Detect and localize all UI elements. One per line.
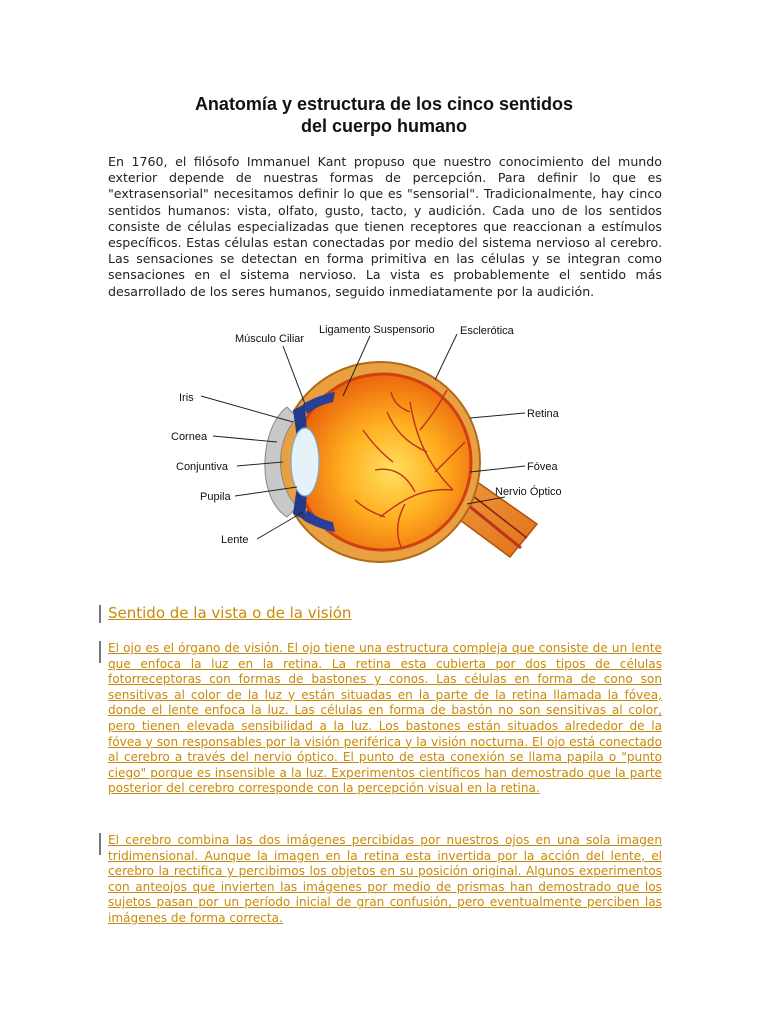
title-line-1: Anatomía y estructura de los cinco sentidos	[194, 94, 574, 114]
vision-paragraph-1[interactable]: El ojo es el órgano de visión. El ojo tiene una estructura compleja que consiste de un lente que enfoca la luz en la retina. La retina esta cubierta por dos tipos de células fotorreceptoras con formas de bastones y conos. Las células en forma de cono son sensitivas al color de la luz y están situadas en la parte de la retina llamada la fóvea, donde el lente enfoca la luz. Las células en forma de bastón no son sensitivas al color, pero tienen elevada sensibilidad a la luz. Los bastones están situados alrededor de la fóvea y son responsables por la visión periférica y la visión nocturna. El ojo está conectado al cerebro a través del nervio óptico. El punto de esta conexión se llama papila o "punto ciego" porque es insensible a la luz. Experimentos científicos han demostrado que la parte posterior del cerebro corresponde con la percepción visual en la retina.	[108, 641, 662, 796]
title-line-2: del cuerpo humano	[300, 116, 468, 136]
label-retina: Retina	[527, 408, 559, 420]
paragraph1-marker	[99, 641, 101, 663]
label-cornea: Cornea	[171, 431, 208, 443]
heading-marker	[99, 605, 101, 623]
label-pupila: Pupila	[200, 491, 231, 503]
label-ligamento: Ligamento Suspensorio	[319, 324, 435, 336]
lens-shape	[291, 428, 319, 496]
label-esclerotica: Esclerótica	[460, 325, 514, 337]
label-fovea: Fóvea	[527, 461, 558, 473]
intro-paragraph: En 1760, el filósofo Immanuel Kant propuso que nuestro conocimiento del mundo exterior depende de nuestras formas de percepción. Para definir lo que es "extrasensorial" necesitamos definir lo que es "sensorial". Tradicionalmente, hay cinco sentidos humanos: vista, olfato, gusto, tacto, y audición. Cada uno de los sentidos consiste de células especializadas que tienen receptores que reaccionan a estímulos específicos. Estas células estan conectadas por medio del sistema nervioso al cerebro. Las sensaciones se detectan en forma primitiva en las células y se integran como sensaciones en el sistema nervioso. La vista es probablemente el sentido más desarrollado de los seres humanos, seguido inmediatamente por la audición.	[108, 154, 662, 299]
section-heading-link[interactable]: Sentido de la vista o de la visión	[108, 604, 352, 622]
vision-paragraph-2[interactable]: El cerebro combina las dos imágenes percibidas por nuestros ojos en una sola imagen tridimensional. Aunque la imagen en la retina esta invertida por la acción del lente, el cerebro la rectifica y percibimos los objetos en su posición original. Algunos experimentos con anteojos que invierten las imágenes por medio de prismas han demostrado que los sujetos pasan por un período inicial de gran confusión, pero eventualmente perciben las imágenes de forma correcta.	[108, 833, 662, 925]
label-musculo-ciliar: Músculo Ciliar	[235, 333, 305, 345]
label-lente: Lente	[221, 534, 249, 546]
eye-diagram-svg	[165, 312, 585, 584]
page-title	[0, 93, 768, 137]
paragraph2-marker	[99, 833, 101, 855]
eye-anatomy-diagram	[165, 312, 585, 584]
label-nervio: Nervio Óptico	[495, 486, 562, 498]
label-conjuntiva: Conjuntiva	[176, 461, 228, 473]
label-iris: Iris	[179, 392, 194, 404]
